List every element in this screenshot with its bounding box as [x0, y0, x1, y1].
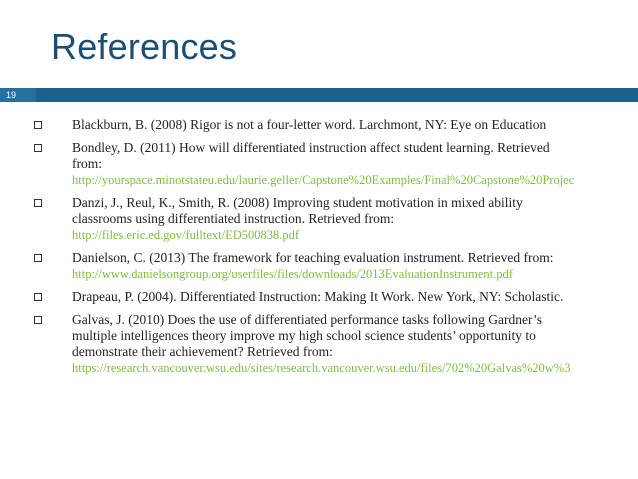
reference-link[interactable]: https://research.vancouver.wsu.edu/sites/research.vancouver.wsu.edu/files/702%20Galvas%20w%3: [72, 361, 571, 375]
reference-text: Danielson, C. (2013) The framework for teaching evaluation instrument. Retrieved from:: [72, 250, 554, 265]
square-bullet-icon: [34, 254, 42, 262]
reference-text: Blackburn, B. (2008) Rigor is not a four-letter word. Larchmont, NY: Eye on Education: [72, 117, 547, 132]
reference-text: demonstrate their achievement? Retrieved from:: [72, 344, 333, 359]
reference-text: Galvas, J. (2010) Does the use of differentiated performance tasks following Gardner’s: [72, 312, 542, 327]
square-bullet-icon: [34, 293, 42, 301]
reference-list: [34, 117, 638, 383]
reference-link[interactable]: http://files.eric.ed.gov/fulltext/ED500838.pdf: [72, 228, 300, 242]
slide-title: References: [51, 26, 238, 67]
reference-text: multiple intelligences theory improve my high school science students’ opportunity to: [72, 328, 536, 343]
square-bullet-icon: [34, 121, 42, 129]
header-bar: [0, 88, 638, 102]
reference-text: from:: [72, 156, 102, 171]
reference-item: [34, 117, 638, 133]
square-bullet-icon: [34, 316, 42, 324]
reference-text: Bondley, D. (2011) How will differentiated instruction affect student learning. Retrieved: [72, 140, 550, 155]
reference-text: Drapeau, P. (2004). Differentiated Instruction: Making It Work. New York, NY: Scholastic.: [72, 289, 564, 304]
reference-link[interactable]: http://www.danielsongroup.org/userfiles/files/downloads/2013EvaluationInstrument.pdf: [72, 267, 513, 281]
reference-item: [34, 250, 638, 282]
square-bullet-icon: [34, 199, 42, 207]
reference-text: classrooms using differentiated instruction. Retrieved from:: [72, 211, 395, 226]
square-bullet-icon: [34, 144, 42, 152]
reference-link[interactable]: http://yourspace.minotstateu.edu/laurie.geller/Capstone%20Examples/Final%20Capstone%20Projec: [72, 173, 575, 187]
reference-text: Danzi, J., Reul, K., Smith, R. (2008) Improving student motivation in mixed ability: [72, 195, 523, 210]
reference-item: [34, 195, 638, 243]
reference-item: [34, 140, 638, 188]
reference-item: [34, 312, 638, 376]
reference-item: [34, 289, 638, 305]
slide-number: 19: [0, 88, 36, 102]
